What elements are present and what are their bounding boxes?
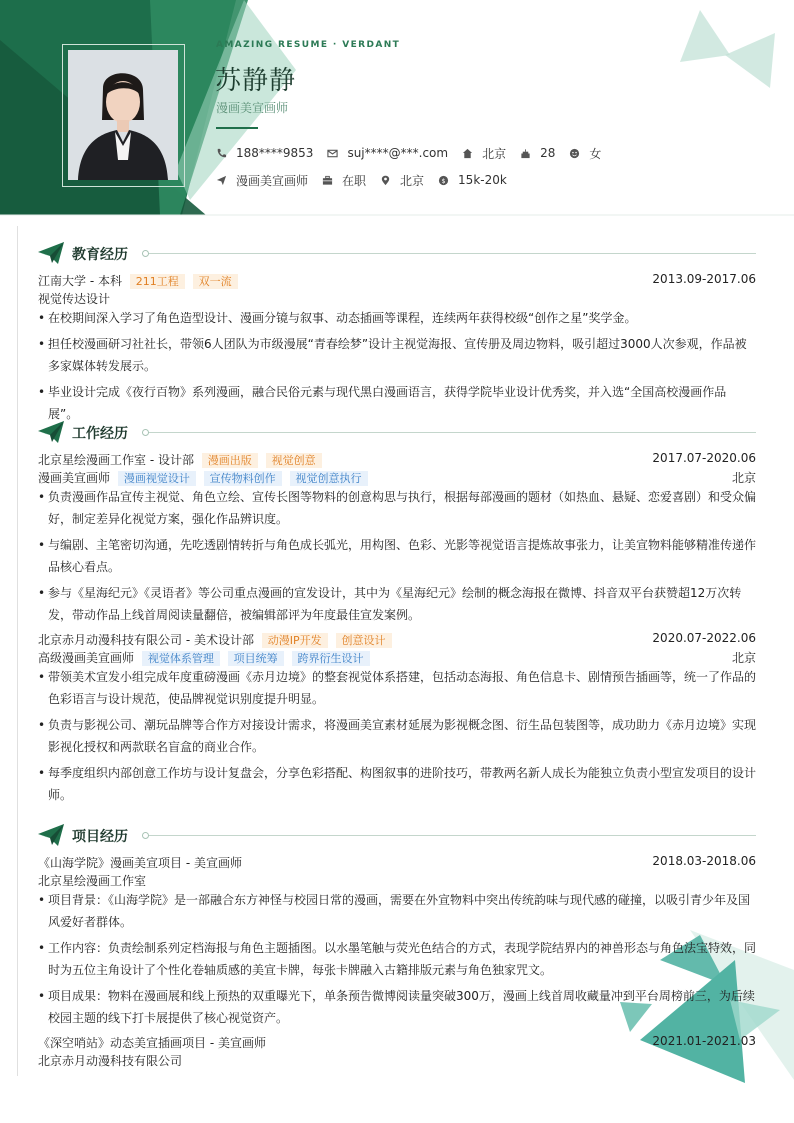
education-bullet: • 在校期间深入学习了角色造型设计、漫画分镜与叙事、动态插画等课程，连续两年获得校级“创作之星”奖学金。: [38, 307, 756, 329]
job-city: 北京: [731, 471, 756, 485]
job-company: 北京星绘漫画工作室 - 设计部: [38, 453, 194, 467]
job-bullet: • 与编剧、主笔密切沟通，先吃透剧情转折与角色成长弧光，用构图、色彩、光影等视觉语言提炼故事张力，让美宣物料能够精准传递作品核心看点。: [38, 534, 756, 578]
section-header-projects: [38, 824, 756, 846]
job-status: [322, 172, 366, 189]
candidate-name: 苏静静: [215, 66, 297, 96]
job-role-row: [38, 469, 756, 485]
section-header-education: [38, 242, 756, 264]
job-role: 高级漫画美宣画师: [38, 651, 135, 665]
project-org: 北京赤月动漫科技有限公司: [38, 1054, 183, 1068]
project-date: 2021.01-2021.03: [652, 1034, 756, 1048]
company-tag: 视觉创意: [266, 453, 322, 468]
status-text: 在职: [342, 173, 367, 188]
project-header-row: [38, 1034, 756, 1050]
role-tag: 项目统筹: [228, 651, 284, 666]
job-bullet: • 带领美术宣发小组完成年度重磅漫画《赤月边境》的整套视觉体系搭建，包括动态海报、角色信息卡、剧情预告插画等，统一了作品的色彩语言与设计规范，使品牌视觉识别度提升明显。: [38, 666, 756, 710]
education-bullet: • 毕业设计完成《夜行百物》系列漫画，融合民俗元素与现代黑白漫画语言，获得学院毕业设计优秀奖，并入选“全国高校漫画作品展”。: [38, 381, 756, 425]
section-title-projects: 项目经历: [72, 829, 128, 845]
briefcase-icon: [322, 175, 333, 186]
project-header-row: [38, 854, 756, 870]
contact-phone: [216, 146, 313, 160]
project-bullet: • 项目背景：《山海学院》是一部融合东方神怪与校园日常的漫画，需要在外宣物料中突出传统韵味与现代感的碰撞，以吸引青少年及国风爱好者群体。: [38, 889, 756, 933]
section-divider: [142, 253, 756, 254]
job-role: 漫画美宣画师: [38, 471, 111, 485]
paper-plane-icon: [38, 421, 64, 443]
job-date: 2017.07-2020.06: [652, 451, 756, 465]
role-tag: 跨界衍生设计: [292, 651, 370, 666]
job-header-row: [38, 631, 756, 647]
school-tag: 双一流: [193, 274, 238, 289]
left-vertical-rule: [17, 226, 18, 1076]
role-tag: 视觉体系管理: [142, 651, 220, 666]
job-bullet: • 负责漫画作品宣传主视觉、角色立绘、宣传长图等物料的创意构思与执行，根据每部漫画的题材（如热血、悬疑、恋爱喜剧）和受众偏好，制定差异化视觉方案，强化作品辨识度。: [38, 486, 756, 530]
gender-icon: [569, 148, 580, 159]
role-tag: 宣传物料创作: [204, 471, 282, 486]
company-tag: 动漫IP开发: [262, 633, 328, 648]
salary-text: 15k-20k: [458, 173, 507, 187]
company-tag: 创意设计: [336, 633, 392, 648]
cake-icon: [520, 148, 531, 159]
contact-row-1: [216, 145, 615, 161]
expected-salary: [438, 173, 507, 187]
school-tag: 211工程: [130, 274, 185, 289]
contact-age: [520, 146, 555, 160]
job-city: 北京: [731, 651, 756, 665]
resume-tagline: AMAZING RESUME · VERDANT: [216, 40, 401, 50]
education-header-row: [38, 272, 756, 288]
job-bullet: • 每季度组织内部创意工作坊与设计复盘会，分享色彩搭配、构图叙事的进阶技巧，带教两名新人成长为能独立负责小型宣发项目的设计师。: [38, 762, 756, 806]
target-city-text: 北京: [400, 173, 425, 188]
job-header-row: [38, 451, 756, 467]
education-date: 2013.09-2017.06: [652, 272, 756, 286]
section-title-education: 教育经历: [72, 247, 128, 263]
education-bullet: • 担任校漫画研习社社长，带领6人团队为市级漫展“青春绘梦”设计主视觉海报、宣传册及周边物料，吸引超过3000人次参观，作品被多家媒体转发展示。: [38, 333, 756, 377]
contact-row-2: [216, 172, 521, 188]
role-tag: 漫画视觉设计: [118, 471, 196, 486]
project-date: 2018.03-2018.06: [652, 854, 756, 868]
education-major: 视觉传达设计: [38, 292, 111, 306]
home-icon: [462, 148, 473, 159]
project-name: 《山海学院》漫画美宣项目 - 美宣画师: [38, 856, 242, 870]
project-bullet: • 项目成果：物料在漫画展和线上预热的双重曝光下，单条预告微博阅读量突破300万，漫画上线首周收藏量冲到平台周榜前三，为后续校园主题的线下打卡展提供了核心视觉资产。: [38, 985, 756, 1029]
phone-text: 188****9853: [236, 146, 314, 160]
project-name: 《深空哨站》动态美宣插画项目 - 美宣画师: [38, 1036, 266, 1050]
age-text: 28: [540, 146, 556, 160]
city-text: 北京: [482, 146, 507, 161]
svg-text:$: $: [441, 176, 446, 185]
job-bullet: • 负责与影视公司、潮玩品牌等合作方对接设计需求，将漫画美宣素材延展为影视概念图、衍生品包装图等，成功助力《赤月边境》实现影视化授权和两款联名盲盒的商业合作。: [38, 714, 756, 758]
project-bullet: • 工作内容：负责绘制系列定档海报与角色主题插图。以水墨笔触与荧光色结合的方式，表现学院结界内的神兽形态与角色法宝特效，同时为五位主角设计了个性化卷轴质感的美宣卡牌，每张卡牌融入古籍排版元素与角色独家咒文。: [38, 937, 756, 981]
contact-email: [327, 146, 448, 160]
paper-plane-icon: [38, 242, 64, 264]
avatar: [68, 50, 178, 180]
title-underline: [216, 127, 258, 129]
target-position: [216, 172, 308, 189]
gender-text: 女: [589, 146, 602, 161]
section-title-work: 工作经历: [72, 426, 128, 442]
section-divider: [142, 835, 756, 836]
location-pin-icon: [380, 175, 391, 186]
job-company: 北京赤月动漫科技有限公司 - 美术设计部: [38, 633, 254, 647]
paper-plane-icon: [38, 824, 64, 846]
job-bullet: • 参与《星海纪元》《灵语者》等公司重点漫画的宣发设计，其中为《星海纪元》绘制的概念海报在微博、抖音双平台获赞超12万次转发，带动作品上线首周阅读量翻倍，被编辑部评为年度最佳宣发案例。: [38, 582, 756, 626]
education-school: 江南大学 - 本科: [38, 274, 122, 288]
project-org: 北京星绘漫画工作室: [38, 874, 147, 888]
section-divider: [142, 432, 756, 433]
section-header-work: [38, 421, 756, 443]
target-city: [380, 172, 424, 189]
job-date: 2020.07-2022.06: [652, 631, 756, 645]
job-role-row: [38, 649, 756, 665]
company-tag: 漫画出版: [202, 453, 258, 468]
salary-icon: [438, 175, 449, 186]
contact-city: [462, 145, 506, 162]
contact-gender: [569, 145, 601, 162]
phone-icon: [216, 148, 227, 159]
candidate-title: 漫画美宣画师: [216, 101, 289, 115]
position-text: 漫画美宣画师: [236, 173, 309, 188]
email-text: suj****@***.com: [347, 146, 449, 160]
mail-icon: [327, 148, 338, 159]
send-icon: [216, 175, 227, 186]
role-tag: 视觉创意执行: [290, 471, 368, 486]
